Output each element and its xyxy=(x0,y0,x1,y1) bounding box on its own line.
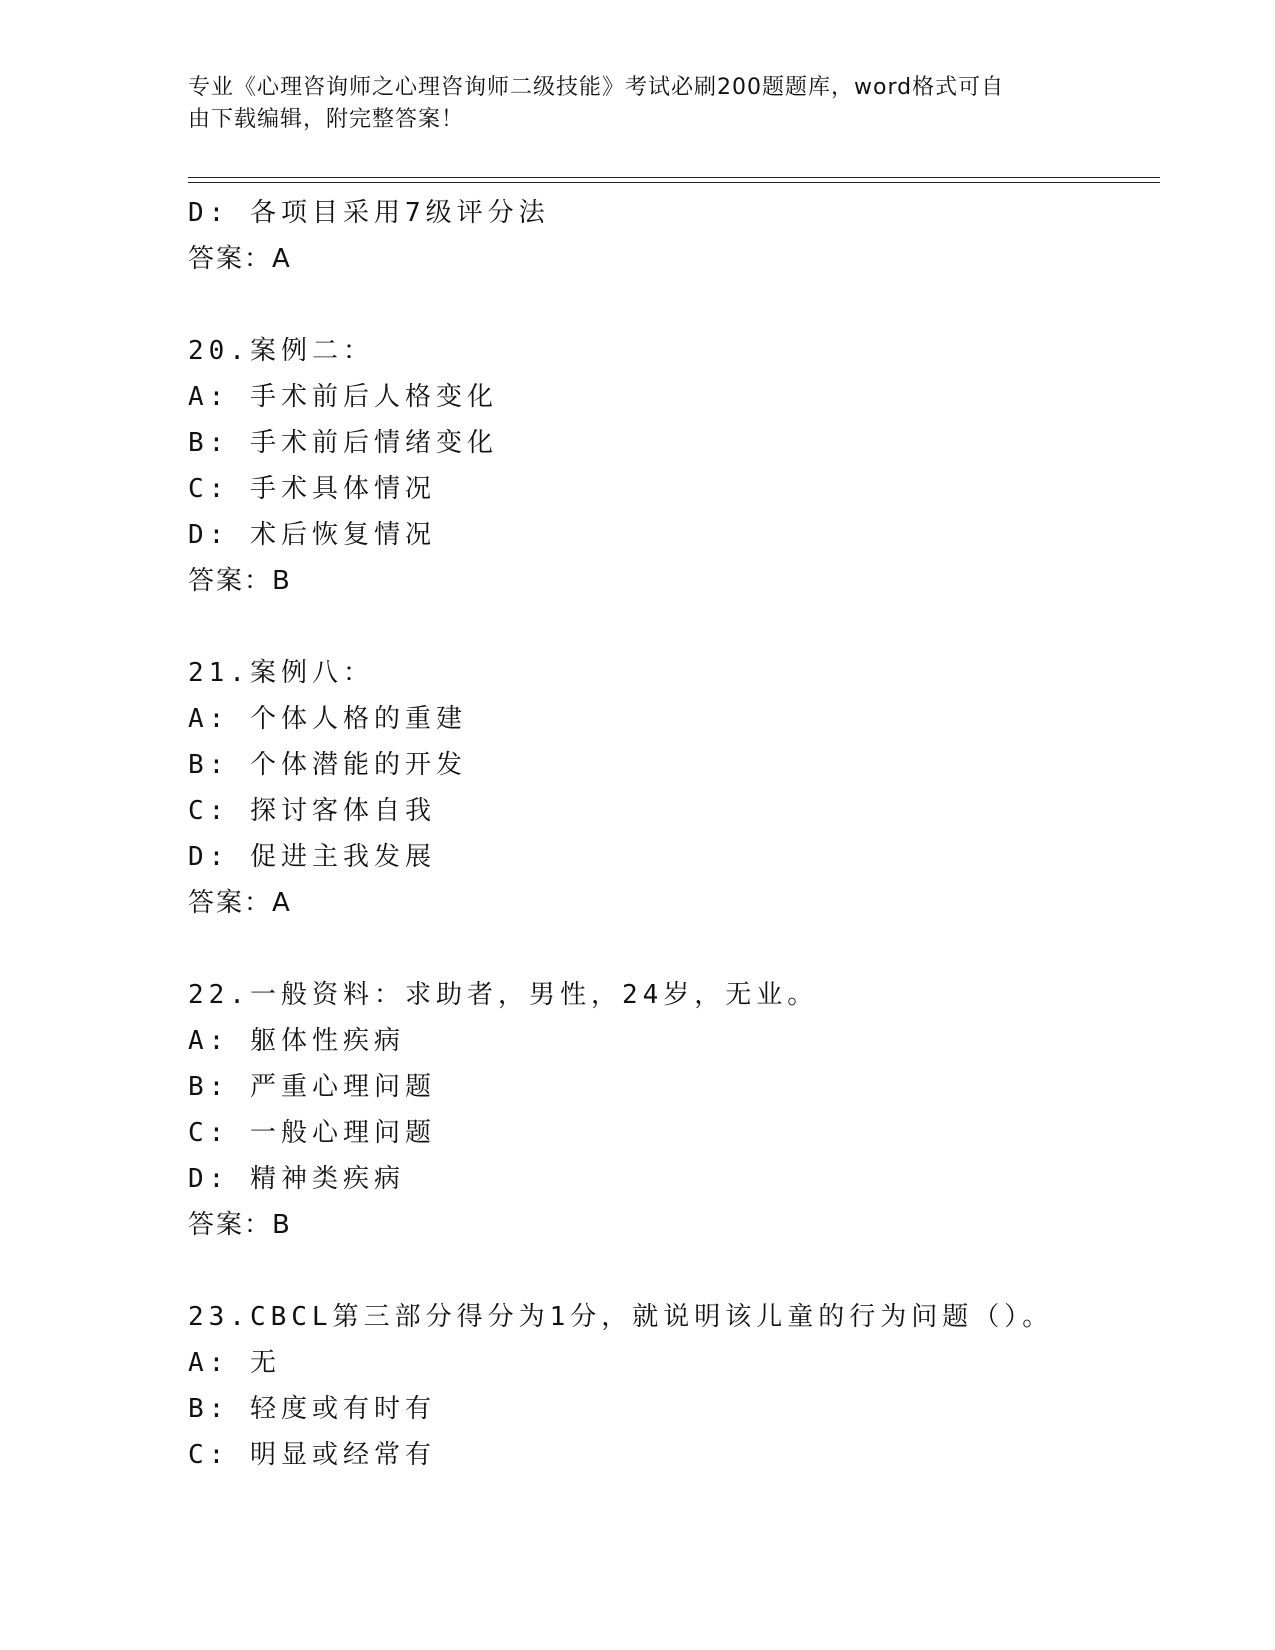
option-d: D: 各项目采用7级评分法 xyxy=(188,198,550,228)
spacer xyxy=(188,604,1188,650)
spacer xyxy=(188,1248,1188,1294)
option-b: B: 手术前后情绪变化 xyxy=(188,428,498,458)
question-text: 21.案例八： xyxy=(188,658,374,688)
question-text: 20.案例二： xyxy=(188,336,374,366)
answer-line: 答案：A xyxy=(188,244,292,274)
option-b: B: 严重心理问题 xyxy=(188,1072,436,1102)
question-block xyxy=(188,650,1188,926)
question-text: 22.一般资料：求助者，男性，24岁，无业。 xyxy=(188,980,819,1010)
header-line-2: 由下载编辑，附完整答案！ xyxy=(188,107,465,132)
option-d: D: 促进主我发展 xyxy=(188,842,436,872)
option-c: C: 手术具体情况 xyxy=(188,474,436,504)
question-block xyxy=(188,972,1188,1248)
question-text: 23.CBCL第三部分得分为1分，就说明该儿童的行为问题（）。 xyxy=(188,1302,1054,1332)
option-a: A: 手术前后人格变化 xyxy=(188,382,498,412)
header-line-1: 专业《心理咨询师之心理咨询师二级技能》考试必刷200题题库，word格式可自 xyxy=(188,75,1005,100)
option-a: A: 躯体性疾病 xyxy=(188,1026,405,1056)
header-rule-bottom xyxy=(188,182,1160,183)
option-a: A: 无 xyxy=(188,1348,281,1378)
option-b: B: 个体潜能的开发 xyxy=(188,750,467,780)
answer-line: 答案：B xyxy=(188,566,292,596)
option-d: D: 精神类疾病 xyxy=(188,1164,405,1194)
option-b: B: 轻度或有时有 xyxy=(188,1394,436,1424)
document-header xyxy=(188,72,1068,136)
option-d: D: 术后恢复情况 xyxy=(188,520,436,550)
question-block xyxy=(188,328,1188,604)
answer-line: 答案：B xyxy=(188,1210,292,1240)
question-block xyxy=(188,1294,1188,1478)
spacer xyxy=(188,926,1188,972)
answer-line: 答案：A xyxy=(188,888,292,918)
question-list xyxy=(188,190,1188,1478)
option-c: C: 明显或经常有 xyxy=(188,1440,436,1470)
spacer xyxy=(188,282,1188,328)
option-c: C: 一般心理问题 xyxy=(188,1118,436,1148)
header-rule-top xyxy=(188,177,1160,178)
option-a: A: 个体人格的重建 xyxy=(188,704,467,734)
option-c: C: 探讨客体自我 xyxy=(188,796,436,826)
question-block xyxy=(188,190,1188,282)
